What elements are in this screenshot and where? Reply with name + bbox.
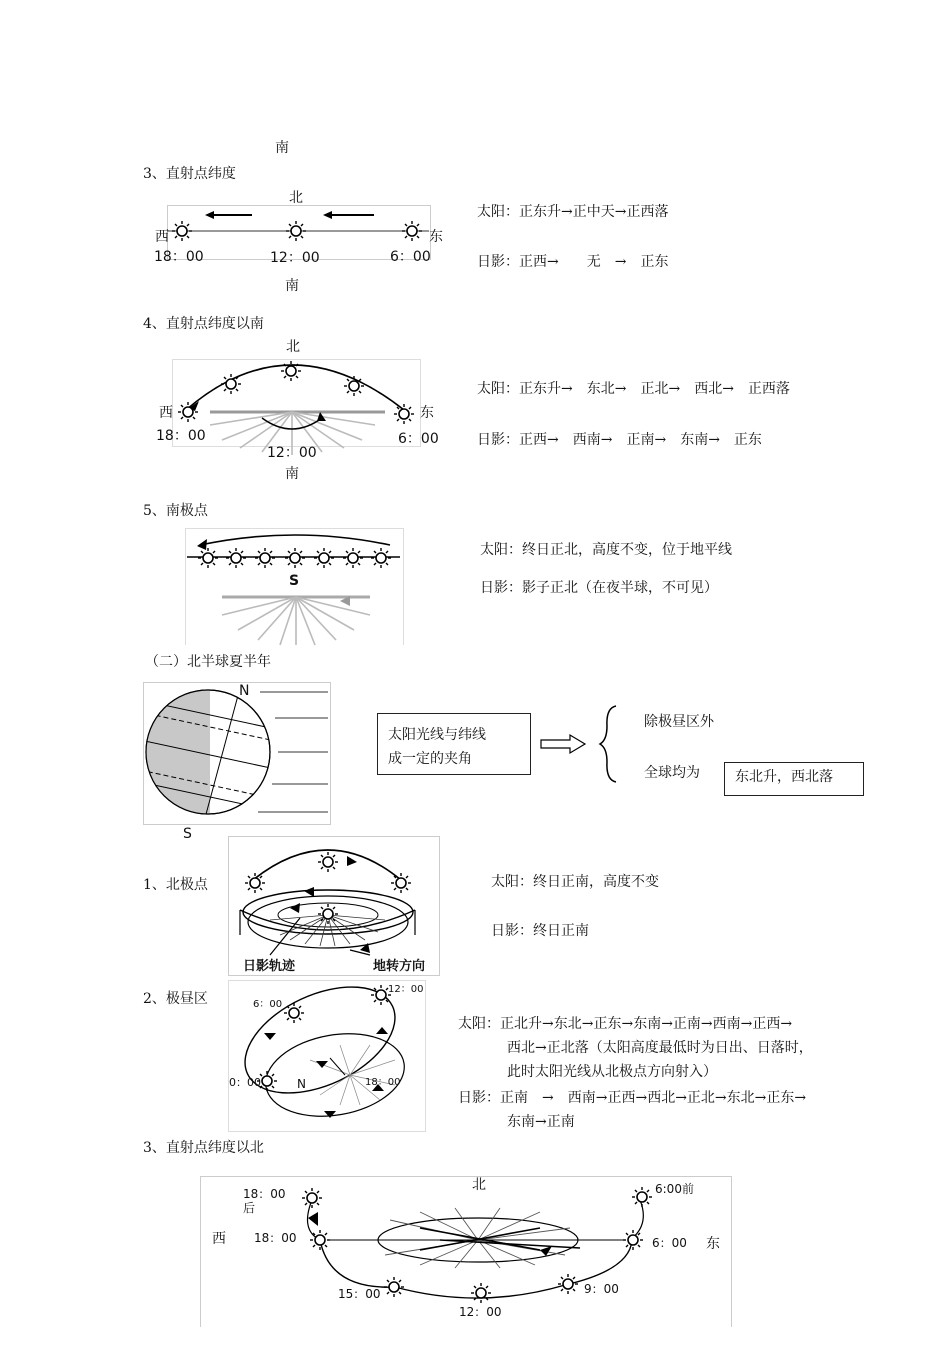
shadow-track-label: 日影轨迹	[243, 959, 296, 974]
s3-sun-path: 太阳：正东升→正中天→正西落	[477, 204, 669, 220]
branch-1-text: 除极昼区外	[644, 714, 714, 730]
part-2-title: （二）北半球夏半年	[145, 654, 271, 670]
s4-shadow-path: 日影：正西→ 西南→ 正南→ 东南→ 正东	[477, 432, 762, 448]
section-4-title: 4、直射点纬度以南	[143, 316, 264, 332]
s5-shadow-path: 日影：影子正北（在夜半球，不可见）	[480, 580, 718, 596]
result-text: 东北升，西北落	[735, 769, 833, 785]
top-south-label: 南	[275, 140, 289, 156]
time-18: 18：00	[154, 249, 204, 265]
west-label: 西	[212, 1231, 226, 1247]
p2-sun-line1: 太阳：正北升→东北→正东→东南→正南→西南→正西→	[458, 1016, 793, 1032]
time-18-after: 18：00	[243, 1187, 286, 1201]
branch-2-text: 全球均为	[644, 765, 700, 781]
time-12: 12：00	[388, 984, 424, 995]
section-5-title: 5、南极点	[143, 503, 208, 519]
s4-sun-path: 太阳：正东升→ 东北→ 正北→ 西北→ 正西落	[477, 381, 790, 397]
p1-shadow-path: 日影：终日正南	[491, 923, 589, 939]
time-6-before: 6:00前	[655, 1182, 694, 1196]
time-18: 18：00	[156, 428, 206, 444]
time-15: 15：00	[338, 1287, 381, 1301]
sun-icon	[631, 1186, 653, 1208]
sun-icon	[622, 1229, 644, 1251]
globe-north-label: N	[239, 683, 250, 699]
time-18: 18：00	[365, 1077, 401, 1088]
p3-title: 3、直射点纬度以北	[143, 1140, 264, 1156]
p2-shadow-line1: 日影：正南 → 西南→正西→西北→正北→东北→正东→	[458, 1090, 807, 1106]
time-12: 12：00	[267, 445, 317, 461]
p2-sun-line2: 西北→正北落（太阳高度最低时为日出、日落时，	[507, 1040, 813, 1056]
south-label: 南	[285, 466, 299, 482]
time-6: 6：00	[253, 999, 283, 1010]
west-label: 西	[155, 229, 169, 245]
after-label: 后	[243, 1201, 256, 1215]
east-label: 东	[706, 1236, 720, 1252]
north-label: 北	[289, 190, 303, 206]
time-6: 6：00	[652, 1236, 687, 1250]
s3-shadow-path: 日影：正西→ 无 → 正东	[477, 254, 669, 270]
p1-sun-path: 太阳：终日正南，高度不变	[491, 874, 659, 890]
p2-title: 2、极昼区	[143, 991, 208, 1007]
east-label: 东	[429, 229, 443, 245]
s5-sun-path: 太阳：终日正北，高度不变，位于地平线	[480, 542, 732, 558]
time-0: 0：00	[229, 1076, 261, 1089]
south-pole-label: S	[289, 573, 300, 589]
time-9: 9：00	[584, 1282, 619, 1296]
angle-box-line2: 成一定的夹角	[388, 751, 472, 767]
time-12: 12：00	[459, 1305, 502, 1319]
globe-south-label: S	[183, 826, 192, 842]
west-label: 西	[159, 405, 173, 421]
sun-icon	[309, 1229, 331, 1251]
sun-icon	[557, 1273, 579, 1295]
time-18: 18：00	[254, 1231, 297, 1245]
east-label: 东	[420, 405, 434, 421]
time-6: 6：00	[398, 431, 439, 447]
south-label: 南	[285, 278, 299, 294]
sun-icon	[383, 1276, 405, 1298]
north-pole-label: N	[297, 1077, 306, 1091]
rotation-label: 地转方向	[373, 959, 426, 974]
sun-icon	[301, 1187, 323, 1209]
p1-title: 1、北极点	[143, 877, 208, 893]
angle-box-line1: 太阳光线与纬线	[388, 727, 486, 743]
sun-icon	[470, 1282, 492, 1304]
time-12: 12：00	[270, 250, 320, 266]
section-3-title: 3、直射点纬度	[143, 166, 236, 182]
time-6: 6：00	[390, 249, 431, 265]
p2-sun-line3: 此时太阳光线从北极点方向射入）	[507, 1064, 717, 1080]
p2-shadow-line2: 东南→正南	[507, 1114, 575, 1130]
north-label: 北	[472, 1177, 486, 1193]
north-label: 北	[286, 339, 300, 355]
